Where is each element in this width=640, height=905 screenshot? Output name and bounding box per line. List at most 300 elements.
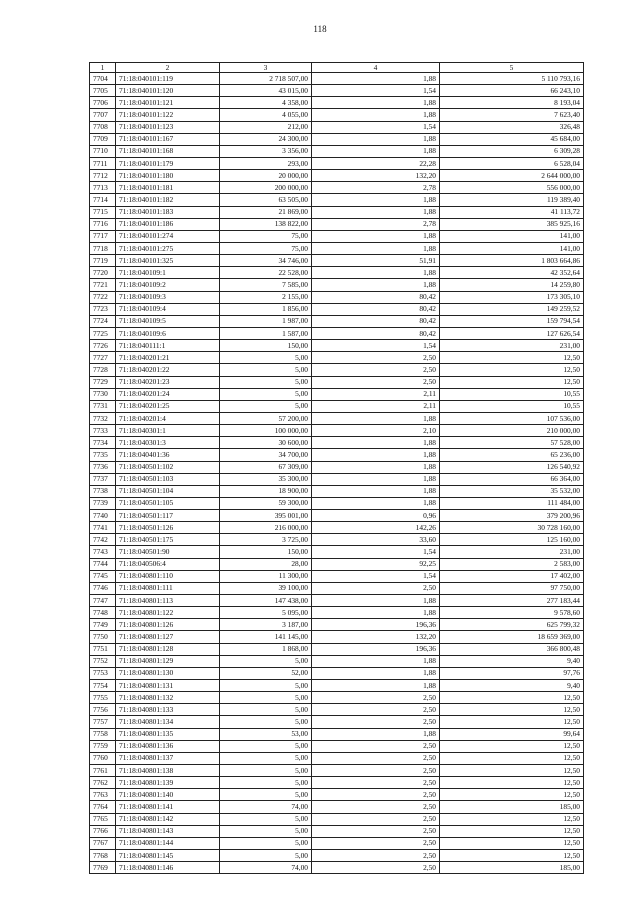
cadastral-number: 71:18:040801:134 <box>116 716 220 728</box>
total-value: 57 528,00 <box>440 437 584 449</box>
table-row <box>90 485 584 497</box>
area-value: 395 001,00 <box>220 510 312 522</box>
rate-value: 142,26 <box>312 522 440 534</box>
area-value: 100 000,00 <box>220 425 312 437</box>
row-number: 7725 <box>90 327 116 339</box>
area-value: 7 585,00 <box>220 279 312 291</box>
area-value: 5,00 <box>220 740 312 752</box>
page-number: 118 <box>313 24 327 34</box>
area-value: 5,00 <box>220 704 312 716</box>
rate-value: 1,88 <box>312 595 440 607</box>
cadastral-number: 71:18:040801:130 <box>116 667 220 679</box>
area-value: 138 822,00 <box>220 218 312 230</box>
row-number: 7726 <box>90 340 116 352</box>
rate-value: 2,50 <box>312 765 440 777</box>
header-cell-3: 3 <box>220 63 312 73</box>
cadastral-number: 71:18:040101:180 <box>116 170 220 182</box>
cadastral-number: 71:18:040109:6 <box>116 327 220 339</box>
table-row <box>90 85 584 97</box>
total-value: 35 532,00 <box>440 485 584 497</box>
row-number: 7722 <box>90 291 116 303</box>
total-value: 9 578,60 <box>440 607 584 619</box>
cadastral-number: 71:18:040101:182 <box>116 194 220 206</box>
total-value: 12,50 <box>440 837 584 849</box>
table-row <box>90 570 584 582</box>
area-value: 75,00 <box>220 242 312 254</box>
area-value: 3 187,00 <box>220 619 312 631</box>
area-value: 18 900,00 <box>220 485 312 497</box>
table-row <box>90 400 584 412</box>
total-value: 107 536,00 <box>440 412 584 424</box>
rate-value: 132,20 <box>312 631 440 643</box>
area-value: 24 300,00 <box>220 133 312 145</box>
table-body <box>90 73 584 874</box>
area-value: 1 587,00 <box>220 327 312 339</box>
rate-value: 2,50 <box>312 862 440 874</box>
total-value: 12,50 <box>440 692 584 704</box>
cadastral-number: 71:18:040501:102 <box>116 461 220 473</box>
total-value: 12,50 <box>440 752 584 764</box>
rate-value: 51,91 <box>312 255 440 267</box>
header-cell-2: 2 <box>116 63 220 73</box>
total-value: 42 352,64 <box>440 267 584 279</box>
row-number: 7719 <box>90 255 116 267</box>
rate-value: 80,42 <box>312 291 440 303</box>
table-row <box>90 279 584 291</box>
row-number: 7745 <box>90 570 116 582</box>
cadastral-number: 71:18:040301:3 <box>116 437 220 449</box>
area-value: 212,00 <box>220 121 312 133</box>
row-number: 7714 <box>90 194 116 206</box>
cadastral-number: 71:18:040801:138 <box>116 765 220 777</box>
row-number: 7739 <box>90 497 116 509</box>
rate-value: 1,88 <box>312 607 440 619</box>
row-number: 7738 <box>90 485 116 497</box>
table-row <box>90 461 584 473</box>
rate-value: 2,50 <box>312 740 440 752</box>
row-number: 7753 <box>90 667 116 679</box>
row-number: 7769 <box>90 862 116 874</box>
table-row <box>90 242 584 254</box>
table-row <box>90 522 584 534</box>
row-number: 7732 <box>90 412 116 424</box>
table-row <box>90 497 584 509</box>
cadastral-number: 71:18:040109:5 <box>116 315 220 327</box>
cadastral-number: 71:18:040101:274 <box>116 230 220 242</box>
cadastral-number: 71:18:040101:186 <box>116 218 220 230</box>
table-row <box>90 388 584 400</box>
area-value: 5,00 <box>220 376 312 388</box>
total-value: 9,40 <box>440 655 584 667</box>
cadastral-number: 71:18:040101:122 <box>116 109 220 121</box>
cadastral-number: 71:18:040201:4 <box>116 412 220 424</box>
rate-value: 1,88 <box>312 73 440 85</box>
total-value: 159 794,54 <box>440 315 584 327</box>
table-row <box>90 837 584 849</box>
cadastral-number: 71:18:040101:181 <box>116 182 220 194</box>
header-row <box>90 63 584 73</box>
total-value: 12,50 <box>440 850 584 862</box>
cadastral-number: 71:18:040801:135 <box>116 728 220 740</box>
area-value: 5,00 <box>220 364 312 376</box>
rate-value: 22,28 <box>312 157 440 169</box>
cadastral-number: 71:18:040801:127 <box>116 631 220 643</box>
header-cell-5: 5 <box>440 63 584 73</box>
table-row <box>90 595 584 607</box>
area-value: 5,00 <box>220 825 312 837</box>
rate-value: 2,50 <box>312 692 440 704</box>
total-value: 12,50 <box>440 825 584 837</box>
row-number: 7704 <box>90 73 116 85</box>
rate-value: 1,88 <box>312 497 440 509</box>
rate-value: 1,88 <box>312 145 440 157</box>
row-number: 7766 <box>90 825 116 837</box>
cadastral-number: 71:18:040801:128 <box>116 643 220 655</box>
table-row <box>90 655 584 667</box>
table-row <box>90 607 584 619</box>
total-value: 18 659 369,00 <box>440 631 584 643</box>
cadastral-number: 71:18:040501:175 <box>116 534 220 546</box>
row-number: 7759 <box>90 740 116 752</box>
cadastral-number: 71:18:040101:183 <box>116 206 220 218</box>
row-number: 7728 <box>90 364 116 376</box>
rate-value: 1,54 <box>312 85 440 97</box>
area-value: 216 000,00 <box>220 522 312 534</box>
cadastral-number: 71:18:040801:129 <box>116 655 220 667</box>
rate-value: 1,88 <box>312 437 440 449</box>
rate-value: 132,20 <box>312 170 440 182</box>
total-value: 379 200,96 <box>440 510 584 522</box>
cadastral-number: 71:18:040801:141 <box>116 801 220 813</box>
cadastral-number: 71:18:040801:146 <box>116 862 220 874</box>
cadastral-number: 71:18:040101:275 <box>116 242 220 254</box>
area-value: 2 718 507,00 <box>220 73 312 85</box>
row-number: 7731 <box>90 400 116 412</box>
rate-value: 1,88 <box>312 473 440 485</box>
table-row <box>90 230 584 242</box>
cadastral-number: 71:18:040501:105 <box>116 497 220 509</box>
table-row <box>90 206 584 218</box>
area-value: 1 987,00 <box>220 315 312 327</box>
cadastral-number: 71:18:040109:4 <box>116 303 220 315</box>
area-value: 150,00 <box>220 546 312 558</box>
total-value: 125 160,00 <box>440 534 584 546</box>
row-number: 7736 <box>90 461 116 473</box>
row-number: 7767 <box>90 837 116 849</box>
area-value: 147 438,00 <box>220 595 312 607</box>
row-number: 7761 <box>90 765 116 777</box>
table-row <box>90 170 584 182</box>
area-value: 39 100,00 <box>220 582 312 594</box>
total-value: 5 110 793,16 <box>440 73 584 85</box>
total-value: 149 259,52 <box>440 303 584 315</box>
area-value: 28,00 <box>220 558 312 570</box>
area-value: 5 095,00 <box>220 607 312 619</box>
rate-value: 1,88 <box>312 412 440 424</box>
rate-value: 2,10 <box>312 425 440 437</box>
rate-value: 80,42 <box>312 315 440 327</box>
total-value: 12,50 <box>440 740 584 752</box>
rate-value: 80,42 <box>312 303 440 315</box>
cadastral-number: 71:18:040301:1 <box>116 425 220 437</box>
row-number: 7723 <box>90 303 116 315</box>
table-row <box>90 133 584 145</box>
row-number: 7715 <box>90 206 116 218</box>
rate-value: 92,25 <box>312 558 440 570</box>
cadastral-number: 71:18:040801:133 <box>116 704 220 716</box>
area-value: 5,00 <box>220 789 312 801</box>
total-value: 1 803 664,86 <box>440 255 584 267</box>
rate-value: 80,42 <box>312 327 440 339</box>
area-value: 22 528,00 <box>220 267 312 279</box>
cadastral-number: 71:18:040801:113 <box>116 595 220 607</box>
area-value: 3 356,00 <box>220 145 312 157</box>
area-value: 1 868,00 <box>220 643 312 655</box>
row-number: 7735 <box>90 449 116 461</box>
cadastral-number: 71:18:040201:23 <box>116 376 220 388</box>
total-value: 126 540,92 <box>440 461 584 473</box>
total-value: 12,50 <box>440 704 584 716</box>
cadastral-number: 71:18:040801:122 <box>116 607 220 619</box>
rate-value: 2,78 <box>312 218 440 230</box>
cadastral-number: 71:18:040201:24 <box>116 388 220 400</box>
area-value: 5,00 <box>220 837 312 849</box>
table-row <box>90 789 584 801</box>
cadastral-number: 71:18:040109:3 <box>116 291 220 303</box>
total-value: 111 484,00 <box>440 497 584 509</box>
rate-value: 2,78 <box>312 182 440 194</box>
row-number: 7743 <box>90 546 116 558</box>
area-value: 4 358,00 <box>220 97 312 109</box>
cadastral-number: 71:18:040101:167 <box>116 133 220 145</box>
rate-value: 1,88 <box>312 728 440 740</box>
rate-value: 2,50 <box>312 582 440 594</box>
table-row <box>90 157 584 169</box>
total-value: 12,50 <box>440 765 584 777</box>
area-value: 52,00 <box>220 667 312 679</box>
table-row <box>90 412 584 424</box>
area-value: 293,00 <box>220 157 312 169</box>
row-number: 7750 <box>90 631 116 643</box>
table-row <box>90 255 584 267</box>
table-row <box>90 728 584 740</box>
area-value: 5,00 <box>220 388 312 400</box>
row-number: 7706 <box>90 97 116 109</box>
header-cell-1: 1 <box>90 63 116 73</box>
row-number: 7752 <box>90 655 116 667</box>
total-value: 119 389,40 <box>440 194 584 206</box>
cadastral-number: 71:18:040201:21 <box>116 352 220 364</box>
area-value: 5,00 <box>220 400 312 412</box>
area-value: 43 015,00 <box>220 85 312 97</box>
row-number: 7768 <box>90 850 116 862</box>
row-number: 7764 <box>90 801 116 813</box>
area-value: 34 700,00 <box>220 449 312 461</box>
rate-value: 2,11 <box>312 400 440 412</box>
table-row <box>90 862 584 874</box>
total-value: 8 193,04 <box>440 97 584 109</box>
cadastral-number: 71:18:040501:90 <box>116 546 220 558</box>
rate-value: 1,88 <box>312 279 440 291</box>
row-number: 7748 <box>90 607 116 619</box>
total-value: 9,40 <box>440 680 584 692</box>
table-row <box>90 558 584 570</box>
cadastral-number: 71:18:040101:325 <box>116 255 220 267</box>
area-value: 11 300,00 <box>220 570 312 582</box>
total-value: 12,50 <box>440 364 584 376</box>
total-value: 97,76 <box>440 667 584 679</box>
cadastral-number: 71:18:040501:117 <box>116 510 220 522</box>
rate-value: 1,88 <box>312 680 440 692</box>
table-row <box>90 813 584 825</box>
total-value: 231,00 <box>440 340 584 352</box>
row-number: 7727 <box>90 352 116 364</box>
table-row <box>90 315 584 327</box>
row-number: 7709 <box>90 133 116 145</box>
rate-value: 1,88 <box>312 97 440 109</box>
total-value: 45 684,00 <box>440 133 584 145</box>
rate-value: 1,88 <box>312 242 440 254</box>
rate-value: 2,50 <box>312 716 440 728</box>
rate-value: 1,88 <box>312 485 440 497</box>
cadastral-number: 71:18:040801:143 <box>116 825 220 837</box>
rate-value: 1,88 <box>312 194 440 206</box>
rate-value: 2,50 <box>312 789 440 801</box>
rate-value: 2,50 <box>312 777 440 789</box>
table-row <box>90 145 584 157</box>
area-value: 141 145,00 <box>220 631 312 643</box>
cadastral-number: 71:18:040801:142 <box>116 813 220 825</box>
cadastral-number: 71:18:040101:168 <box>116 145 220 157</box>
cadastral-number: 71:18:040101:123 <box>116 121 220 133</box>
row-number: 7730 <box>90 388 116 400</box>
table-row <box>90 752 584 764</box>
area-value: 5,00 <box>220 813 312 825</box>
row-number: 7755 <box>90 692 116 704</box>
table-row <box>90 704 584 716</box>
rate-value: 2,11 <box>312 388 440 400</box>
cadastral-table <box>89 62 584 874</box>
table-row <box>90 327 584 339</box>
row-number: 7765 <box>90 813 116 825</box>
table-row <box>90 449 584 461</box>
table-row <box>90 364 584 376</box>
rate-value: 2,50 <box>312 825 440 837</box>
total-value: 2 583,00 <box>440 558 584 570</box>
row-number: 7705 <box>90 85 116 97</box>
total-value: 97 750,00 <box>440 582 584 594</box>
total-value: 210 000,00 <box>440 425 584 437</box>
row-number: 7758 <box>90 728 116 740</box>
cadastral-number: 71:18:040101:120 <box>116 85 220 97</box>
total-value: 185,00 <box>440 801 584 813</box>
total-value: 12,50 <box>440 789 584 801</box>
total-value: 141,00 <box>440 230 584 242</box>
total-value: 2 644 000,00 <box>440 170 584 182</box>
total-value: 231,00 <box>440 546 584 558</box>
total-value: 30 728 160,00 <box>440 522 584 534</box>
area-value: 21 869,00 <box>220 206 312 218</box>
table-row <box>90 425 584 437</box>
rate-value: 1,54 <box>312 340 440 352</box>
table-row <box>90 740 584 752</box>
row-number: 7720 <box>90 267 116 279</box>
table-row <box>90 73 584 85</box>
table-row <box>90 716 584 728</box>
area-value: 5,00 <box>220 716 312 728</box>
row-number: 7749 <box>90 619 116 631</box>
row-number: 7718 <box>90 242 116 254</box>
rate-value: 1,88 <box>312 133 440 145</box>
total-value: 366 800,48 <box>440 643 584 655</box>
area-value: 67 309,00 <box>220 461 312 473</box>
row-number: 7710 <box>90 145 116 157</box>
area-value: 30 600,00 <box>220 437 312 449</box>
table-row <box>90 267 584 279</box>
rate-value: 0,96 <box>312 510 440 522</box>
cadastral-number: 71:18:040801:140 <box>116 789 220 801</box>
rate-value: 2,50 <box>312 850 440 862</box>
row-number: 7763 <box>90 789 116 801</box>
area-value: 59 300,00 <box>220 497 312 509</box>
table-row <box>90 825 584 837</box>
area-value: 5,00 <box>220 692 312 704</box>
cadastral-number: 71:18:040101:121 <box>116 97 220 109</box>
cadastral-number: 71:18:040501:126 <box>116 522 220 534</box>
row-number: 7733 <box>90 425 116 437</box>
table-row <box>90 582 584 594</box>
rate-value: 2,50 <box>312 352 440 364</box>
row-number: 7740 <box>90 510 116 522</box>
row-number: 7751 <box>90 643 116 655</box>
table-row <box>90 619 584 631</box>
total-value: 12,50 <box>440 376 584 388</box>
row-number: 7746 <box>90 582 116 594</box>
table-row <box>90 376 584 388</box>
cadastral-number: 71:18:040501:103 <box>116 473 220 485</box>
area-value: 2 155,00 <box>220 291 312 303</box>
rate-value: 196,36 <box>312 643 440 655</box>
row-number: 7721 <box>90 279 116 291</box>
table-row <box>90 546 584 558</box>
table-row <box>90 692 584 704</box>
cadastral-number: 71:18:040109:2 <box>116 279 220 291</box>
cadastral-number: 71:18:040801:136 <box>116 740 220 752</box>
row-number: 7741 <box>90 522 116 534</box>
table-row <box>90 303 584 315</box>
row-number: 7729 <box>90 376 116 388</box>
rate-value: 1,88 <box>312 109 440 121</box>
total-value: 41 113,72 <box>440 206 584 218</box>
area-value: 1 856,00 <box>220 303 312 315</box>
cadastral-number: 71:18:040401:36 <box>116 449 220 461</box>
area-value: 63 505,00 <box>220 194 312 206</box>
total-value: 10,55 <box>440 388 584 400</box>
area-value: 4 055,00 <box>220 109 312 121</box>
cadastral-number: 71:18:040801:131 <box>116 680 220 692</box>
cadastral-number: 71:18:040101:119 <box>116 73 220 85</box>
table-row <box>90 631 584 643</box>
cadastral-number: 71:18:040101:179 <box>116 157 220 169</box>
table-row <box>90 352 584 364</box>
cadastral-number: 71:18:040506:4 <box>116 558 220 570</box>
table-row <box>90 510 584 522</box>
total-value: 127 626,54 <box>440 327 584 339</box>
cadastral-number: 71:18:040801:144 <box>116 837 220 849</box>
total-value: 12,50 <box>440 777 584 789</box>
total-value: 6 309,28 <box>440 145 584 157</box>
rate-value: 1,88 <box>312 230 440 242</box>
